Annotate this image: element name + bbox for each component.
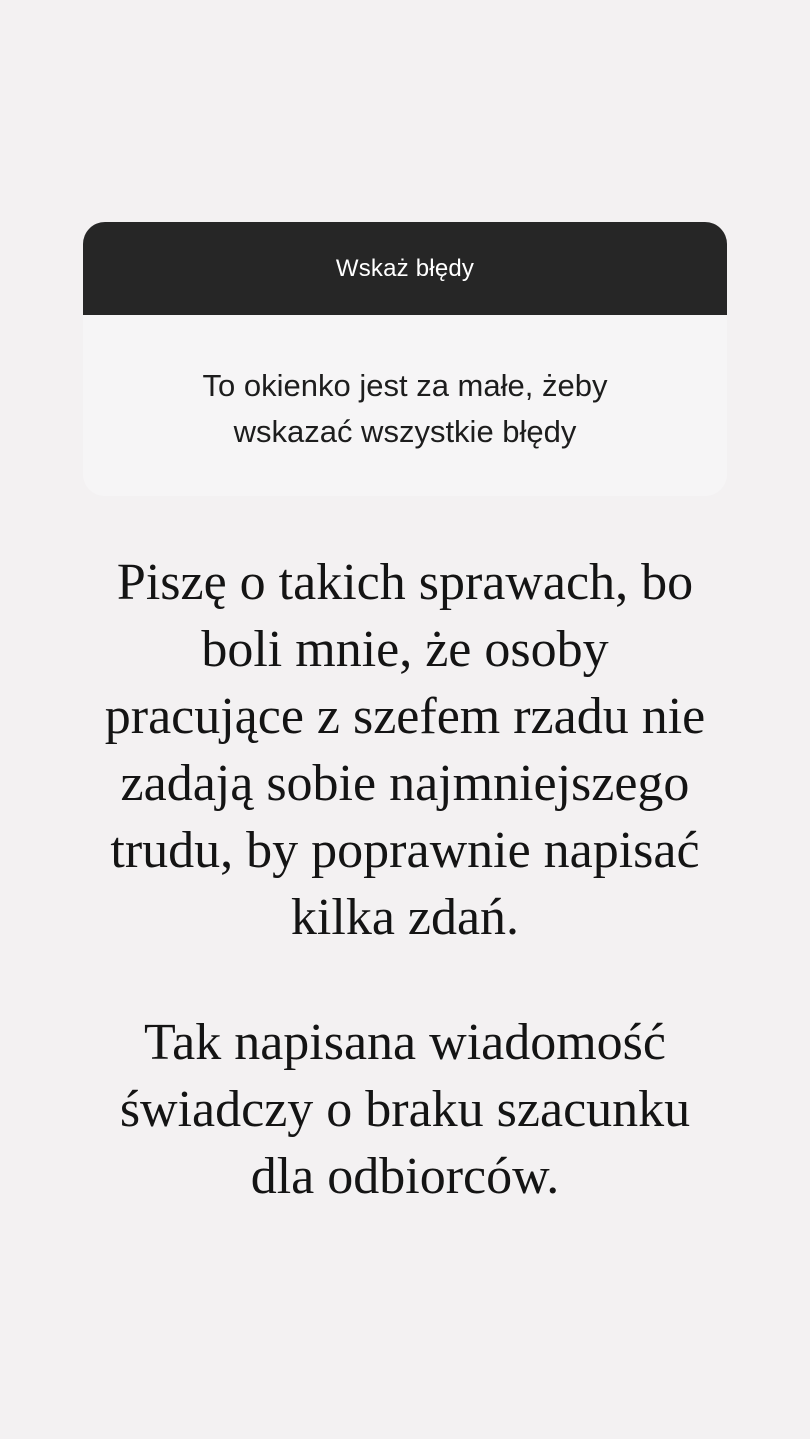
question-sticker[interactable] [83,222,727,496]
story-text-paragraph-1: Piszę o takich sprawach, bo boli mnie, że osoby pracujące z szefem rzadu nie zadają sobie najmniejszego trudu, by poprawnie napisać kilka zdań. [104,554,706,946]
question-sticker-title: Wskaż błędy [335,254,475,282]
question-sticker-body [83,315,727,496]
question-sticker-header [83,222,727,315]
question-sticker-answer: To okienko jest za małe, żeby wskazać wszystkie błędy [202,368,608,449]
story-text-paragraph-2: Tak napisana wiadomość świadczy o braku szacunku dla odbiorców. [119,1014,691,1205]
